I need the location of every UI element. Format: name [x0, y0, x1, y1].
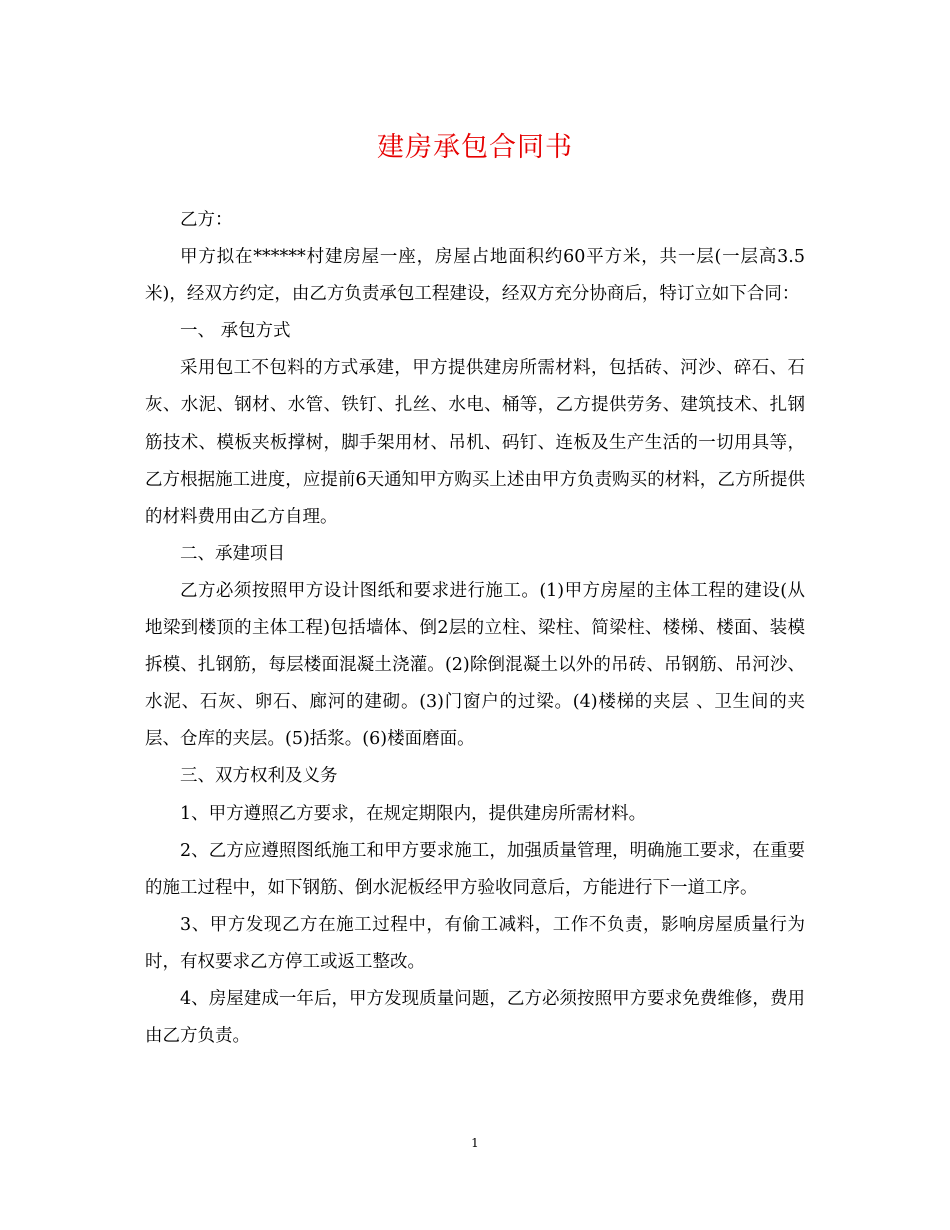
clause-1: 1、甲方遵照乙方要求，在规定期限内，提供建房所需材料。 [180, 803, 647, 824]
clause-3: 3、甲方发现乙方在施工过程中，有偷工减料，工作不负责，影响房屋质量行为时，有权要求乙方停工或返工整改。 [145, 914, 805, 972]
page-number: 1 [471, 1136, 479, 1150]
intro-paragraph: 甲方拟在******村建房屋一座，房屋占地面积约60平方米，共一层(一层高3.5米)，经双方约定，由乙方负责承包工程建设，经双方充分协商后，特订立如下合同： [145, 247, 805, 305]
section-heading-contract-method: 一、 承包方式 [180, 321, 291, 342]
contract-method-paragraph: 采用包工不包料的方式承建，甲方提供建房所需材料，包括砖、河沙、碎石、石灰、水泥、钢材、水管、铁钉、扎丝、水电、桶等，乙方提供劳务、建筑技术、扎钢筋技术、模板夹板撑树，脚手架用材、吊机、码钉、连板及生产生活的一切用具等，乙方根据施工进度，应提前6天通知甲方购买上述由甲方负责购买的材料，乙方所提供的材料费用由乙方自理。 [145, 358, 805, 527]
construction-items-paragraph: 乙方必须按照甲方设计图纸和要求进行施工。(1)甲方房屋的主体工程的建设(从地梁到楼顶的主体工程)包括墙体、倒2层的立柱、梁柱、简梁柱、楼梯、楼面、装模拆模、扎钢筋，每层楼面混凝土浇灌。(2)除倒混凝土以外的吊砖、吊钢筋、吊河沙、水泥、石灰、卵石、廊河的建砌。(3)门窗户的过梁。(4)楼梯的夹层 、卫生间的夹层、仓库的夹层。(5)括浆。(6)楼面磨面。 [145, 580, 805, 750]
section-heading-rights-obligations: 三、双方权利及义务 [180, 766, 338, 787]
document-body [145, 202, 805, 1055]
section-heading-construction-items: 二、承建项目 [180, 543, 285, 564]
clause-4: 4、房屋建成一年后，甲方发现质量问题，乙方必须按照甲方要求免费维修，费用由乙方负责。 [145, 988, 805, 1047]
document-title: 建房承包合同书 [377, 132, 573, 163]
party-b-line: 乙方： [180, 210, 233, 230]
clause-2: 2、乙方应遵照图纸施工和甲方要求施工，加强质量管理，明确施工要求，在重要的施工过程中，如下钢筋、倒水泥板经甲方验收同意后，方能进行下一道工序。 [145, 840, 805, 898]
